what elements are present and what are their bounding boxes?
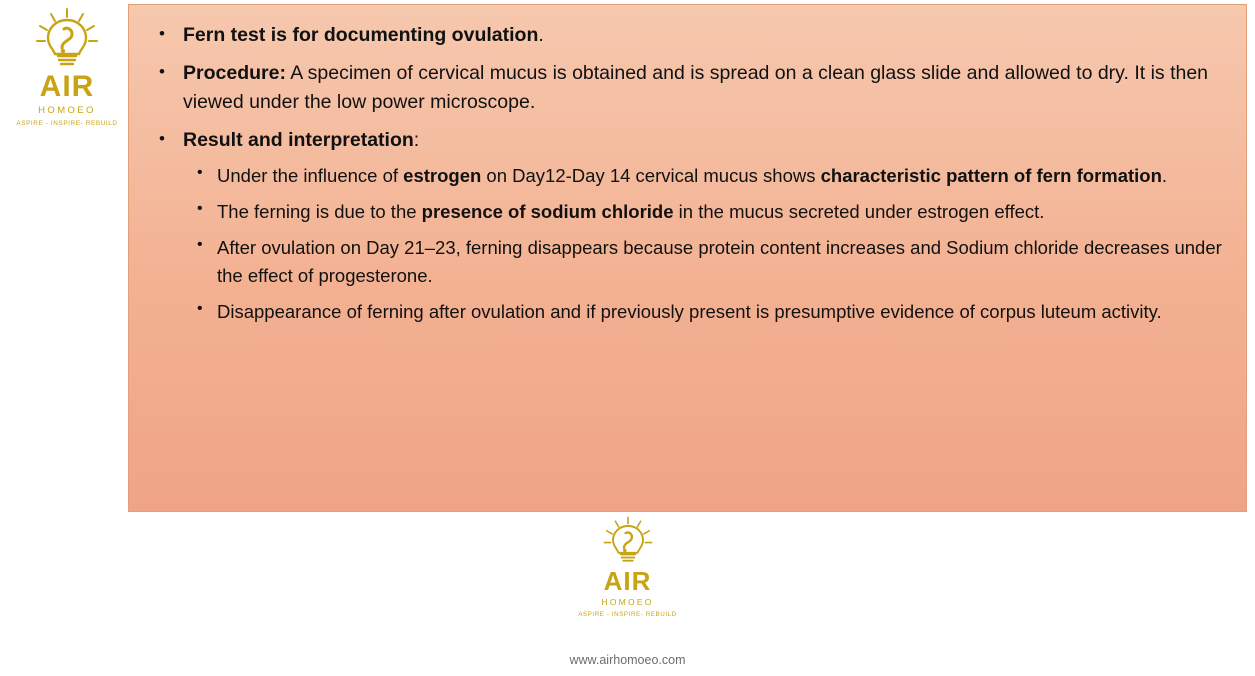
bullet-rest-0: . [538,24,544,46]
sub-bold1-0: estrogen [403,165,482,187]
lightbulb-icon [598,516,658,566]
main-bullet-list [143,21,1222,327]
sub-bullet-estrogen-ferning [183,162,1222,191]
footer-url[interactable]: www.airhomoeo.com [569,653,686,667]
sub-bullet-list [183,162,1222,326]
brand-sub: HOMOEO [38,105,96,116]
sub-part1-2: After ovulation on Day 21–23, ferning disappears because protein content increases and Sodium chloride decreases under the effect of progesterone. [217,236,1222,287]
sub-part1-1: The ferning is due to the [217,201,422,223]
bullet-lead-1: Procedure: [183,61,286,84]
bullet-rest-1: A specimen of cervical mucus is obtained and is spread on a clean glass slide and allowed to dry. It is then viewed under the low power microscope. [183,61,1209,113]
sub-part2-1: in the mucus secreted under estrogen effect. [673,201,1045,223]
bullet-rest-2: : [413,128,420,151]
lightbulb-icon [29,8,105,70]
sub-bullet-after-ovulation [183,234,1222,291]
brand-name: AIR [603,566,652,596]
sub-part2-0: on Day12-Day 14 cervical mucus shows [481,165,821,187]
sub-part3-0: . [1161,165,1168,187]
brand-logo-bottom [0,516,1255,618]
sub-bold1-1: presence of sodium chloride [421,201,674,223]
bullet-result-and-interpretation [143,126,1222,327]
brand-logo-top [14,8,120,128]
bullet-fern-test-purpose [143,21,1222,50]
brand-sub: HOMOEO [601,597,654,607]
bullet-lead-0: Fern test is for documenting ovulation [183,24,539,46]
sub-bold2-0: characteristic pattern of fern formation [820,165,1162,187]
brand-name: AIR [39,70,95,103]
content-panel [128,4,1247,512]
bullet-procedure [143,59,1222,117]
sub-bullet-corpus-luteum [183,298,1222,327]
brand-tagline: ASPIRE - INSPIRE- REBUILD [16,120,118,127]
bullet-lead-2: Result and interpretation [183,128,414,151]
sub-part1-3: Disappearance of ferning after ovulation and if previously present is presumptive evidence of corpus luteum activity. [217,301,1162,323]
sub-bullet-sodium-chloride [183,198,1222,227]
sub-part1-0: Under the influence of [217,165,404,187]
brand-tagline: ASPIRE - INSPIRE- REBUILD [578,611,677,618]
